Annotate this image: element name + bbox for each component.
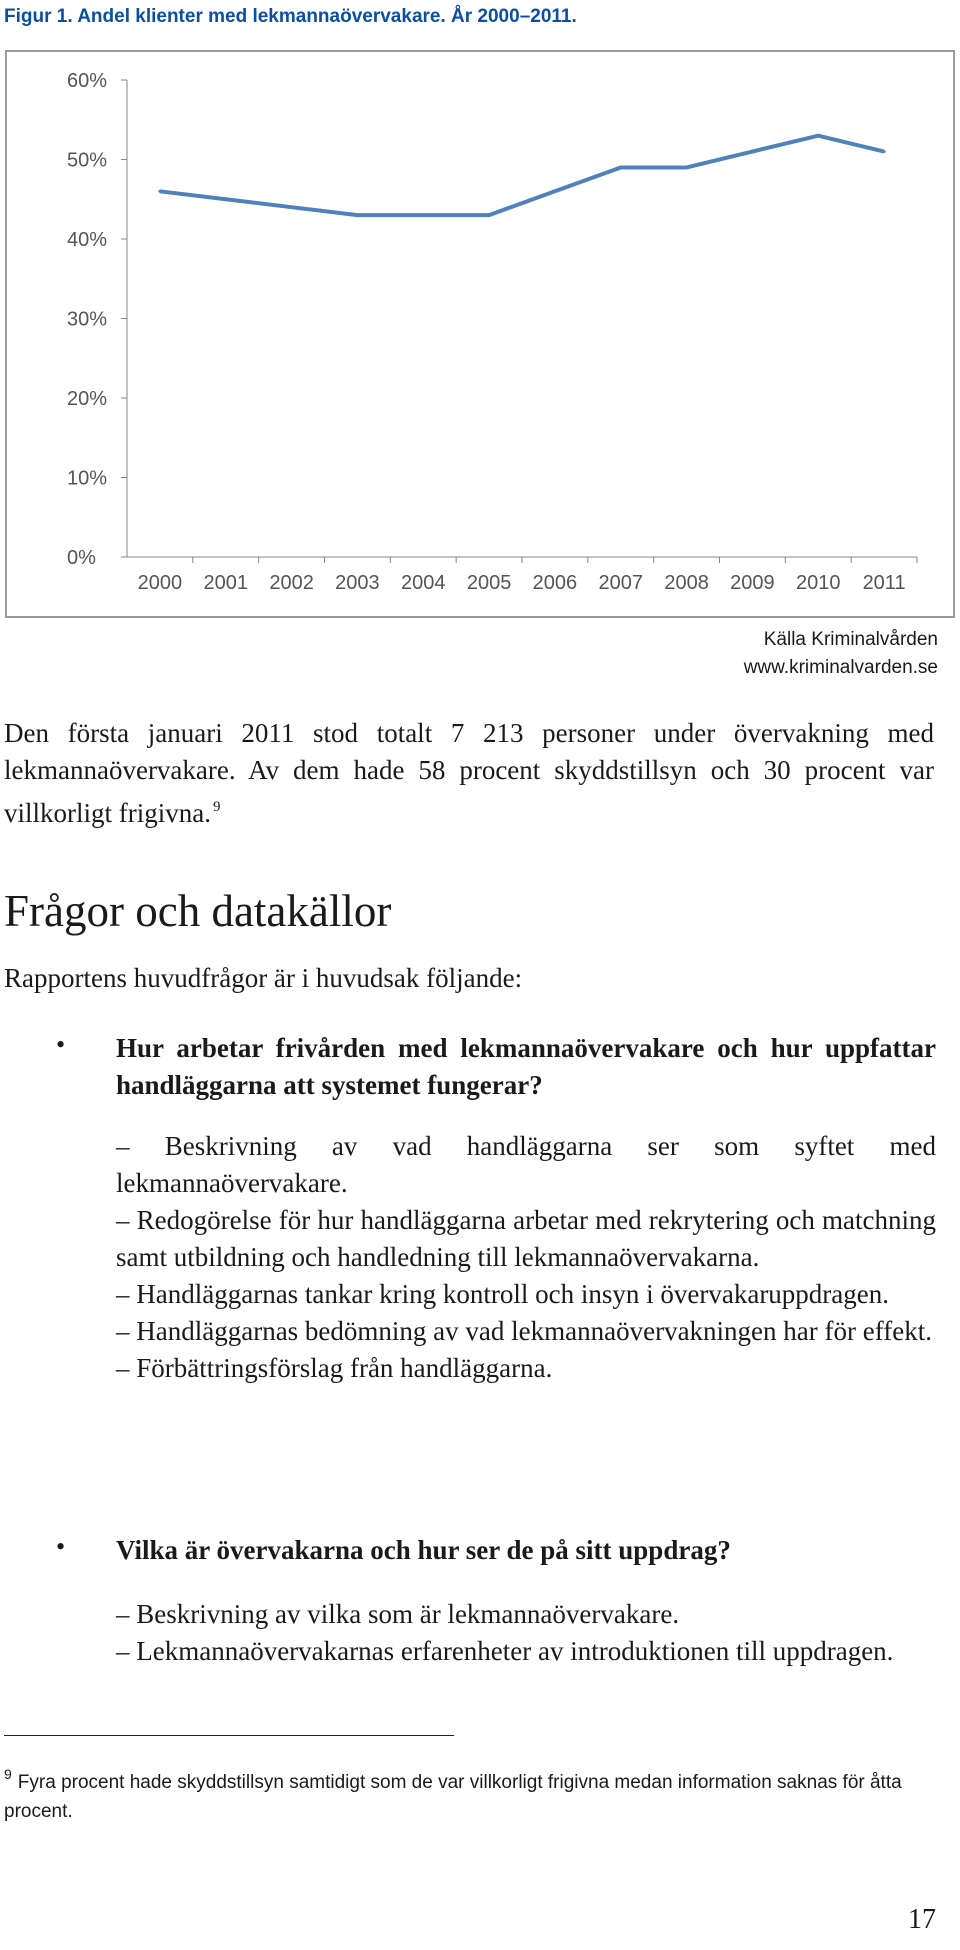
y-tick-label: 40% — [67, 229, 108, 251]
data-point — [488, 214, 491, 217]
x-tick-label: 2010 — [796, 572, 841, 594]
x-tick-label: 2002 — [269, 572, 314, 594]
chart-frame — [5, 50, 955, 618]
figure-title: Figur 1. Andel klienter med lekmannaövervakare. År 2000–2011. — [4, 6, 577, 27]
footnote-reference: 9 — [212, 799, 221, 815]
data-point — [356, 214, 359, 217]
figure-source — [744, 626, 938, 682]
x-tick-label: 2004 — [401, 572, 446, 594]
data-point — [290, 206, 293, 209]
footnote — [4, 1760, 934, 1826]
data-point — [422, 214, 425, 217]
source-name: Källa Kriminalvården — [763, 629, 938, 650]
list-item: – Lekmannaövervakarnas erfarenheter av introduktionen till uppdragen. — [116, 1636, 894, 1666]
x-tick-label: 2005 — [466, 572, 512, 594]
y-tick-label: 50% — [67, 149, 108, 172]
page-number: 17 — [908, 1904, 936, 1935]
x-tick-label: 2001 — [203, 572, 248, 594]
data-point — [751, 150, 754, 153]
bullet-marker: • — [56, 1532, 66, 1561]
footnote-number: 9 — [4, 1766, 12, 1782]
x-tick-label: 2006 — [532, 572, 578, 594]
list-item: – Beskrivning av vilka som är lekmannaövervakare. — [116, 1599, 680, 1629]
data-point — [619, 166, 622, 169]
y-tick-label: 60% — [67, 70, 108, 92]
list-item: – Handläggarnas tankar kring kontroll och insyn i övervakaruppdragen. — [116, 1279, 890, 1309]
source-url: www.kriminalvarden.se — [743, 657, 938, 678]
question-1: Hur arbetar frivården med lekmannaövervakare och hur uppfattar handläggarna att systemet fungerar? — [116, 1033, 936, 1100]
line-chart — [7, 52, 953, 616]
x-tick-label: 2007 — [598, 572, 643, 594]
question-2-items — [116, 1596, 936, 1670]
list-item: – Förbättringsförslag från handläggarna. — [116, 1353, 553, 1383]
paragraph-text: Den första januari 2011 stod totalt 7 213 personer under övervakning med lekmannaövervakare. Av dem hade 58 procent skyddstillsyn och 30 procent var villkorligt frigivna. — [4, 718, 934, 828]
section-heading: Frågor och datakällor — [4, 886, 392, 936]
y-tick-label: 0% — [67, 547, 96, 569]
list-item: – Handläggarnas bedömning av vad lekmannaövervakningen har för effekt. — [116, 1316, 932, 1346]
y-tick-label: 10% — [67, 467, 108, 490]
series-line — [160, 136, 884, 216]
x-tick-label: 2008 — [664, 572, 709, 594]
bullet-marker: • — [56, 1030, 66, 1059]
body-paragraph — [4, 715, 934, 832]
data-point — [883, 150, 886, 153]
y-tick-label: 20% — [67, 388, 108, 410]
question-1-items — [116, 1128, 936, 1387]
x-tick-label: 2011 — [862, 572, 906, 594]
list-item: – Beskrivning av vad handläggarna ser som syftet med lekmannaövervakare. — [116, 1131, 936, 1198]
x-tick-label: 2009 — [730, 572, 775, 594]
data-point — [553, 190, 556, 193]
x-tick-label: 2003 — [335, 572, 380, 594]
footnote-text: Fyra procent hade skyddstillsyn samtidigt som de var villkorligt frigivna medan information saknas för åtta procent. — [4, 1772, 902, 1822]
x-tick-label: 2000 — [137, 572, 183, 594]
data-point — [817, 134, 820, 137]
data-point — [224, 198, 227, 201]
y-tick-label: 30% — [67, 308, 108, 331]
footnote-divider — [4, 1735, 454, 1736]
list-item: – Redogörelse för hur handläggarna arbetar med rekrytering och matchning samt utbildning och handledning till lekmannaövervakarna. — [116, 1205, 936, 1272]
data-point — [158, 190, 161, 193]
question-2: Vilka är övervakarna och hur ser de på sitt uppdrag? — [116, 1535, 731, 1565]
data-point — [685, 166, 688, 169]
section-intro: Rapportens huvudfrågor är i huvudsak följande: — [4, 963, 523, 993]
